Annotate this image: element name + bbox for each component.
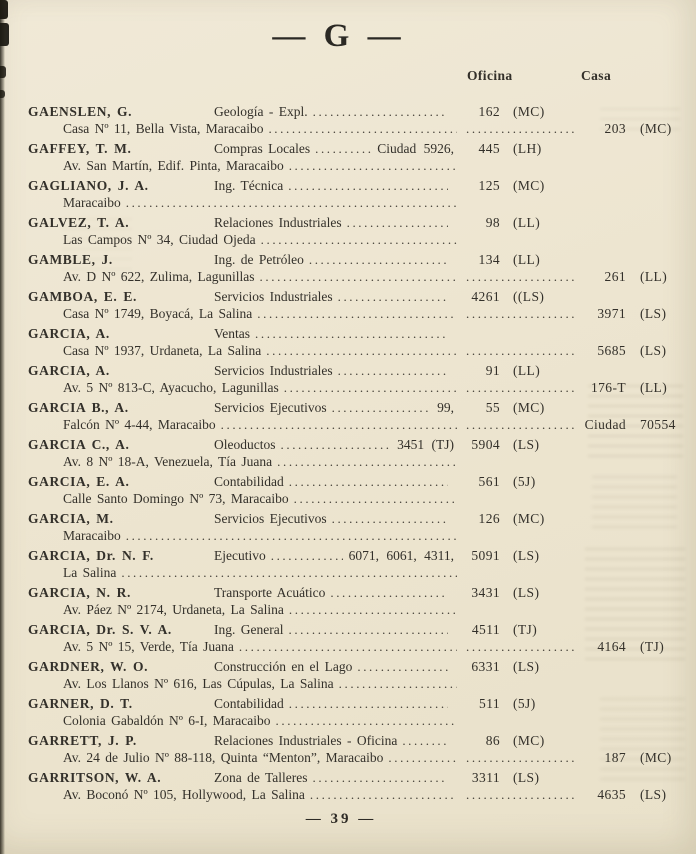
entry-name: GAENSLEN, G. <box>28 104 133 119</box>
dot-leader <box>397 732 448 749</box>
entry-name: GARRETT, J. P. <box>28 733 137 748</box>
dot-leader <box>256 231 457 248</box>
home-number: 176-T <box>591 380 626 396</box>
entry-address: Av. 5 Nº 15, Verde, Tía Juana <box>63 639 234 655</box>
dot-leader <box>327 399 432 416</box>
dot-leader <box>250 325 448 342</box>
dot-leader <box>457 416 576 433</box>
dot-leader <box>457 379 576 396</box>
dot-leader <box>457 749 576 766</box>
home-location-code: (LS) <box>640 343 667 359</box>
entry-name: GARCIA B., A. <box>28 400 129 415</box>
dot-leader <box>272 453 457 470</box>
home-location-code: (TJ) <box>640 639 665 655</box>
home-number: 203 <box>604 121 626 137</box>
office-location-code: (LS) <box>513 548 540 563</box>
office-number: 6331 <box>471 659 500 674</box>
directory-entry <box>0 362 696 397</box>
entry-name: GAGLIANO, J. A. <box>28 178 149 193</box>
office-location-code: ((LS) <box>513 289 545 304</box>
entry-address-line <box>0 379 696 396</box>
dot-leader <box>283 177 448 194</box>
entry-main-line <box>0 547 696 564</box>
entry-main-line <box>0 695 696 712</box>
entry-main-line <box>0 177 696 194</box>
column-headers <box>0 68 696 86</box>
dot-leader <box>333 362 448 379</box>
entry-address: Av. 5 Nº 813-C, Ayacucho, Lagunillas <box>63 380 279 396</box>
entry-position: Transporte Acuático <box>214 585 326 600</box>
office-number: 511 <box>479 696 500 711</box>
entry-position: Relaciones Industriales - Oficina <box>214 733 398 748</box>
dot-leader <box>325 584 448 601</box>
dot-leader <box>216 416 457 433</box>
entry-position: Contabilidad <box>214 474 284 489</box>
dot-leader <box>279 379 457 396</box>
office-location-code: (MC) <box>513 511 545 526</box>
entry-address: Av. San Martín, Edif. Pinta, Maracaibo <box>63 158 284 174</box>
home-location-code: (LS) <box>640 787 667 803</box>
office-column-header: Oficina <box>467 68 513 83</box>
office-number: 162 <box>478 104 500 119</box>
dot-leader <box>276 436 392 453</box>
entry-main-line <box>0 325 696 342</box>
home-location-code: (LS) <box>640 306 667 322</box>
dot-leader <box>310 140 371 157</box>
entry-address: Colonia Gabaldón Nº 6-I, Maracaibo <box>63 713 271 729</box>
entry-address: Casa Nº 1937, Urdaneta, La Salina <box>63 343 262 359</box>
dot-leader <box>284 157 457 174</box>
entry-name: GAFFEY, T. M. <box>28 141 132 156</box>
entry-address-line <box>0 712 696 729</box>
entry-address: Maracaibo <box>63 195 121 211</box>
section-letter-heading: — G — <box>272 18 406 54</box>
office-number: 4261 <box>471 289 500 304</box>
office-number: 5091 <box>471 548 500 563</box>
office-number: 3311 <box>471 770 500 785</box>
entry-name: GALVEZ, T. A. <box>28 215 130 230</box>
directory-entries <box>0 103 696 804</box>
entry-address-line <box>0 342 696 359</box>
entry-address-line <box>0 564 696 581</box>
entry-address: Casa Nº 11, Bella Vista, Maracaibo <box>63 121 264 137</box>
directory-entry <box>0 510 696 545</box>
office-location-code: (MC) <box>513 178 545 193</box>
entry-main-line <box>0 103 696 120</box>
home-location-code: (LL) <box>640 269 668 285</box>
dot-leader <box>121 194 457 211</box>
office-number: 91 <box>485 363 500 378</box>
dot-leader <box>327 510 448 527</box>
entry-extra-numbers: 6071, 6061, 4311, <box>348 548 454 563</box>
entry-position: Contabilidad <box>214 696 284 711</box>
entry-main-line <box>0 288 696 305</box>
entry-name: GARCIA, M. <box>28 511 114 526</box>
directory-entry <box>0 584 696 619</box>
entry-position: Servicios Ejecutivos <box>214 400 327 415</box>
dot-leader <box>304 251 448 268</box>
entry-position: Ing. Técnica <box>214 178 284 193</box>
binding-mark <box>0 90 5 98</box>
entry-main-line <box>0 584 696 601</box>
entry-address-line <box>0 305 696 322</box>
dot-leader <box>457 268 576 285</box>
entry-name: GARRITSON, W. A. <box>28 770 162 785</box>
entry-address-line <box>0 194 696 211</box>
entry-position: Zona de Talleres <box>214 770 308 785</box>
dot-leader <box>305 786 457 803</box>
office-location-code: (LH) <box>513 141 542 156</box>
office-number: 98 <box>485 215 500 230</box>
dot-leader <box>266 547 343 564</box>
home-number: 261 <box>604 269 626 285</box>
entry-address: Casa Nº 1749, Boyacá, La Salina <box>63 306 253 322</box>
dot-leader <box>283 621 448 638</box>
entry-main-line <box>0 362 696 379</box>
entry-address-line <box>0 675 696 692</box>
entry-address: Falcón Nº 4-44, Maracaibo <box>63 417 216 433</box>
directory-entry <box>0 547 696 582</box>
entry-name: GARCIA, Dr. S. V. A. <box>28 622 172 637</box>
entry-main-line <box>0 251 696 268</box>
dot-leader <box>284 601 457 618</box>
dot-leader <box>252 305 457 322</box>
dot-leader <box>289 490 457 507</box>
office-number: 561 <box>478 474 500 489</box>
entry-main-line <box>0 436 696 453</box>
directory-entry <box>0 177 696 212</box>
entry-position: Ventas <box>214 326 250 341</box>
directory-entry <box>0 251 696 286</box>
dot-leader <box>457 342 576 359</box>
entry-main-line <box>0 214 696 231</box>
entry-position: Construcción en el Lago <box>214 659 353 674</box>
entry-name: GARCIA, N. R. <box>28 585 131 600</box>
entry-name: GARCIA, Dr. N. F. <box>28 548 154 563</box>
directory-entry <box>0 769 696 804</box>
office-number: 3431 <box>471 585 500 600</box>
entry-address-line <box>0 120 696 137</box>
entry-extra-numbers: 3451 (TJ) <box>397 437 454 452</box>
entry-position: Compras Locales <box>214 141 311 156</box>
entry-address: Calle Santo Domingo Nº 73, Maracaibo <box>63 491 289 507</box>
entry-address-line <box>0 490 696 507</box>
home-location-code: (LL) <box>640 380 668 396</box>
entry-main-line <box>0 510 696 527</box>
office-number: 445 <box>478 141 500 156</box>
entry-address-line <box>0 416 696 433</box>
dot-leader <box>457 638 576 655</box>
dot-leader <box>308 769 448 786</box>
dot-leader <box>457 120 576 137</box>
office-location-code: (LS) <box>513 659 540 674</box>
entry-extra-numbers: 99, <box>437 400 454 415</box>
dot-leader <box>457 786 576 803</box>
binding-mark <box>0 0 8 19</box>
entry-address: Av. Los Llanos Nº 616, Las Cúpulas, La Salina <box>63 676 334 692</box>
entry-address: Maracaibo <box>63 528 121 544</box>
page-binding-edge <box>0 0 5 854</box>
office-location-code: (MC) <box>513 104 545 119</box>
directory-entry <box>0 732 696 767</box>
entry-name: GARDNER, W. O. <box>28 659 149 674</box>
entry-position: Servicios Industriales <box>214 289 333 304</box>
home-number: 4164 <box>597 639 626 655</box>
directory-entry <box>0 621 696 656</box>
entry-main-line <box>0 732 696 749</box>
entry-position: Ing. de Petróleo <box>214 252 304 267</box>
entry-address-line <box>0 601 696 618</box>
office-location-code: (LL) <box>513 252 541 267</box>
entry-name: GARCIA C., A. <box>28 437 130 452</box>
page-number: — 39 — <box>305 810 377 827</box>
office-number: 134 <box>478 252 500 267</box>
entry-main-line <box>0 140 696 157</box>
directory-entry <box>0 658 696 693</box>
office-number: 126 <box>478 511 500 526</box>
home-number: Ciudad <box>584 417 626 433</box>
entry-address-line <box>0 157 696 174</box>
office-location-code: (LS) <box>513 770 540 785</box>
office-location-code: (LL) <box>513 215 541 230</box>
directory-entry <box>0 473 696 508</box>
entry-name: GARCIA, A. <box>28 326 110 341</box>
entry-address-line <box>0 268 696 285</box>
dot-leader <box>334 675 457 692</box>
office-location-code: (LS) <box>513 585 540 600</box>
home-location-code: (MC) <box>640 750 672 766</box>
entry-name: GAMBOA, E. E. <box>28 289 137 304</box>
dot-leader <box>116 564 457 581</box>
entry-address-line <box>0 638 696 655</box>
dot-leader <box>255 268 457 285</box>
entry-main-line <box>0 658 696 675</box>
office-number: 125 <box>478 178 500 193</box>
entry-position: Ejecutivo <box>214 548 266 563</box>
entry-position: Ing. General <box>214 622 284 637</box>
office-number: 86 <box>485 733 500 748</box>
entry-main-line <box>0 473 696 490</box>
entry-name: GARCIA, E. A. <box>28 474 130 489</box>
entry-address-line <box>0 231 696 248</box>
dot-leader <box>284 473 448 490</box>
entry-main-line <box>0 769 696 786</box>
entry-address: Av. 8 Nº 18-A, Venezuela, Tía Juana <box>63 454 273 470</box>
dot-leader <box>342 214 448 231</box>
entry-main-line <box>0 621 696 638</box>
entry-address: Av. 24 de Julio Nº 88-118, Quinta “Menton”, Maracaibo <box>63 750 384 766</box>
entry-extra-numbers: Ciudad 5926, <box>377 141 454 156</box>
directory-entry <box>0 436 696 471</box>
entry-address: Las Campos Nº 34, Ciudad Ojeda <box>63 232 256 248</box>
home-location-code: (MC) <box>640 121 672 137</box>
office-location-code: (5J) <box>513 474 536 489</box>
dot-leader <box>121 527 457 544</box>
home-number: 5685 <box>597 343 626 359</box>
entry-position: Relaciones Industriales <box>214 215 342 230</box>
entry-address-line <box>0 453 696 470</box>
entry-main-line <box>0 399 696 416</box>
home-number: 4635 <box>597 787 626 803</box>
entry-name: GAMBLE, J. <box>28 252 113 267</box>
entry-address-line <box>0 749 696 766</box>
home-number: 187 <box>604 750 626 766</box>
dot-leader <box>261 342 457 359</box>
office-number: 55 <box>485 400 500 415</box>
office-number: 5904 <box>471 437 500 452</box>
dot-leader <box>383 749 457 766</box>
directory-entry <box>0 695 696 730</box>
office-location-code: (MC) <box>513 733 545 748</box>
directory-entry <box>0 103 696 138</box>
dot-leader <box>263 120 457 137</box>
office-location-code: (MC) <box>513 400 545 415</box>
entry-position: Servicios Industriales <box>214 363 333 378</box>
office-location-code: (TJ) <box>513 622 538 637</box>
entry-position: Servicios Ejecutivos <box>214 511 327 526</box>
dot-leader <box>352 658 448 675</box>
dot-leader <box>271 712 457 729</box>
entry-address: Av. Páez Nº 2174, Urdaneta, La Salina <box>63 602 284 618</box>
entry-position: Geología - Expl. <box>214 104 308 119</box>
directory-entry <box>0 325 696 360</box>
entry-address-line <box>0 786 696 803</box>
entry-name: GARCIA, A. <box>28 363 110 378</box>
dot-leader <box>457 305 576 322</box>
office-location-code: (LS) <box>513 437 540 452</box>
dot-leader <box>234 638 457 655</box>
office-location-code: (LL) <box>513 363 541 378</box>
home-column-header: Casa <box>581 68 612 83</box>
entry-address: Av. D Nº 622, Zulima, Lagunillas <box>63 269 255 285</box>
dot-leader <box>333 288 448 305</box>
directory-entry <box>0 214 696 249</box>
directory-entry <box>0 399 696 434</box>
directory-entry <box>0 288 696 323</box>
entry-address-line <box>0 527 696 544</box>
dot-leader <box>308 103 448 120</box>
office-number: 4511 <box>471 622 500 637</box>
home-location-code: 70554 <box>640 417 676 433</box>
dot-leader <box>284 695 448 712</box>
entry-address: La Salina <box>63 565 117 581</box>
home-number: 3971 <box>597 306 626 322</box>
entry-address: Av. Boconó Nº 105, Hollywood, La Salina <box>63 787 305 803</box>
entry-name: GARNER, D. T. <box>28 696 133 711</box>
office-location-code: (5J) <box>513 696 536 711</box>
directory-entry <box>0 140 696 175</box>
entry-position: Oleoductos <box>214 437 276 452</box>
